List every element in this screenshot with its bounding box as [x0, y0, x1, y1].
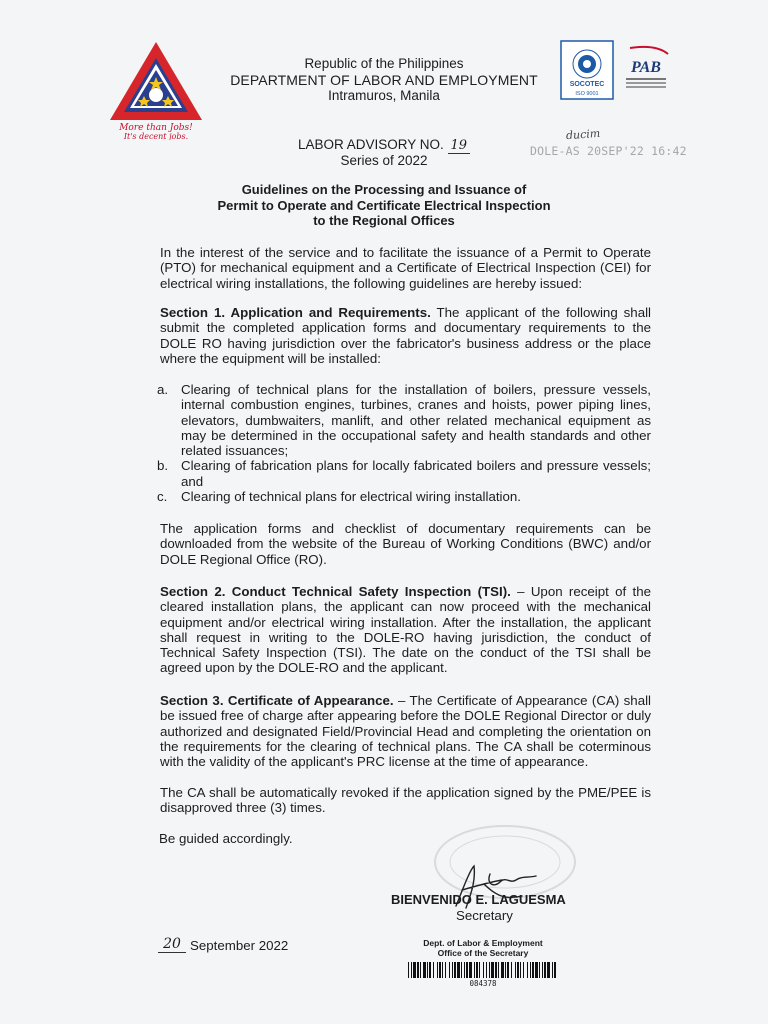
barcode-bar	[417, 962, 419, 978]
barcode-bar	[423, 962, 426, 978]
barcode-bar	[411, 962, 412, 978]
barcode-bar	[454, 962, 456, 978]
signature	[436, 856, 554, 916]
barcode-bar	[501, 962, 504, 978]
header-department: DEPARTMENT OF LABOR AND EMPLOYMENT	[230, 72, 538, 88]
list-item-text: Clearing of technical plans for electrical wiring installation.	[181, 489, 521, 505]
section-2-text: – Upon receipt of the cleared installation plans, the applicant can now proceed with the mechanical equipment and/or electrical wiring installation. After the installation, the applicant shall request in writing to the DOLE-RO having jurisdiction, the conduct of Technical Safety Inspection (TSI). The date on the conduct of the TSI shall be agreed upon by the DOLE-RO and the applicant.	[160, 584, 651, 676]
barcode-bar	[491, 962, 494, 978]
advisory-series: Series of 2022	[340, 153, 428, 168]
barcode-bar	[554, 962, 556, 978]
barcode-bar	[413, 962, 416, 978]
barcode-bar	[523, 962, 524, 978]
date-month-year: September 2022	[190, 938, 289, 953]
barcode-bar	[530, 962, 531, 978]
barcode	[408, 962, 558, 978]
barcode-bar	[511, 962, 512, 978]
barcode-bar	[437, 962, 438, 978]
barcode-bar	[532, 962, 534, 978]
barcode-bar	[466, 962, 468, 978]
barcode-bar	[433, 962, 434, 978]
section-2-title: Section 2. Conduct Technical Safety Inspection (TSI).	[160, 584, 511, 599]
section-1-paragraph	[113, 305, 651, 366]
advisory-label: LABOR ADVISORY NO.	[297, 137, 444, 152]
logo-tagline-1: More than Jobs!	[119, 123, 193, 133]
revoke-text: The CA shall be automatically revoked if the application signed by the PME/PEE is disapproved three (3) times.	[160, 785, 651, 816]
date-day: 20	[158, 936, 186, 953]
title-line-1: Guidelines on the Processing and Issuance of	[241, 182, 527, 197]
barcode-number: 084378	[469, 979, 497, 988]
barcode-bar	[542, 962, 543, 978]
barcode-bar	[439, 962, 441, 978]
pab-label: PAB	[631, 59, 661, 76]
iso-label: ISO 9001	[575, 91, 599, 97]
section-1-text: The applicant of the following shall submit the completed application forms and documentary requirements to the DOLE RO having jurisdiction over the fabricator's business address or the place where the equipment will be installed:	[160, 305, 652, 366]
barcode-bar	[535, 962, 538, 978]
document-title	[0, 182, 768, 229]
barcode-bar	[420, 962, 421, 978]
intro-text: In the interest of the service and to facilitate the issuance of a Permit to Operate (PTO) for mechanical equipment and a Certificate of Electrical Inspection (CEI) for electrical wiring installations, the following guidelines are hereby issued:	[160, 245, 651, 291]
barcode-bar	[505, 962, 506, 978]
list-item-text: Clearing of fabrication plans for locally fabricated boilers and pressure vessels; and	[181, 458, 651, 489]
barcode-bar	[517, 962, 519, 978]
received-timestamp: DOLE-AS 20SEP'22 16:42	[530, 144, 687, 158]
socotec-label: SOCOTEC	[569, 81, 605, 88]
closing-line: Be guided accordingly.	[159, 831, 293, 846]
intro-paragraph	[113, 245, 651, 291]
barcode-bar	[474, 962, 475, 978]
barcode-bar	[427, 962, 428, 978]
list-item	[157, 458, 651, 489]
list-item	[157, 489, 651, 504]
title-line-3: to the Regional Offices	[313, 213, 455, 228]
received-stamp-line-2: Office of the Secretary	[437, 948, 529, 958]
barcode-bar	[489, 962, 490, 978]
section-2-paragraph	[113, 584, 651, 676]
certification-marks	[560, 40, 672, 100]
signatory-name: BIENVENIDO E. LAGUESMA	[391, 892, 566, 907]
title-line-2: Permit to Operate and Certificate Electrical Inspection	[217, 197, 551, 213]
barcode-bar	[408, 962, 409, 978]
list-marker: a.	[157, 382, 169, 397]
section-3-text: – The Certificate of Appearance (CA) shall be issued free of charge after appearing before the DOLE Regional Director or duly authorized and designated Field/Provincial Head and completing the orientation on the requirements for the clearing of technical plans. The CA shall be coterminous with the validity of the applicant's PRC license at the time of appearance.	[160, 693, 651, 770]
received-stamp-line-1: Dept. of Labor & Employment	[423, 938, 543, 948]
header-location: Intramuros, Manila	[328, 88, 440, 103]
signatory-title: Secretary	[456, 908, 513, 923]
barcode-bar	[452, 962, 453, 978]
list-item-text: Clearing of technical plans for the installation of boilers, pressure vessels, internal combustion engines, turbines, cranes and hoists, power piping lines, elevators, dumbwaiters, manlift, and other related mechanical equipment as may be determined in the occupational safety and health standards and other related issuances;	[181, 382, 651, 459]
list-marker: b.	[157, 458, 169, 474]
header-republic: Republic of the Philippines	[304, 56, 464, 71]
section-1-title: Section 1. Application and Requirements.	[160, 305, 431, 320]
list-marker: c.	[157, 489, 168, 505]
section-3-title: Section 3. Certificate of Appearance.	[160, 693, 394, 708]
barcode-bar	[520, 962, 521, 978]
barcode-bar	[464, 962, 465, 978]
barcode-bar	[429, 962, 431, 978]
revoke-paragraph	[113, 785, 651, 816]
barcode-bar	[527, 962, 528, 978]
barcode-bar	[515, 962, 516, 978]
barcode-bar	[461, 962, 462, 978]
handwritten-note: ducim	[565, 126, 601, 143]
barcode-bar	[495, 962, 497, 978]
forms-text: The application forms and checklist of documentary requirements can be downloaded from the website of the Bureau of Working Conditions (BWC) and/or DOLE Regional Office (RO).	[160, 521, 651, 567]
barcode-bar	[547, 962, 550, 978]
barcode-bar	[552, 962, 553, 978]
barcode-bar	[476, 962, 478, 978]
barcode-bar	[442, 962, 443, 978]
list-item	[157, 382, 651, 458]
advisory-number: 19	[448, 138, 471, 154]
barcode-bar	[483, 962, 484, 978]
barcode-bar	[445, 962, 446, 978]
forms-paragraph	[113, 521, 651, 567]
section-3-paragraph	[113, 693, 651, 769]
barcode-bar	[469, 962, 472, 978]
barcode-bar	[544, 962, 546, 978]
barcode-bar	[479, 962, 480, 978]
barcode-bar	[486, 962, 487, 978]
barcode-bar	[449, 962, 450, 978]
barcode-bar	[507, 962, 509, 978]
requirements-list	[157, 382, 651, 504]
logo-tagline-2: It's decent jobs.	[123, 132, 189, 140]
barcode-bar	[457, 962, 460, 978]
barcode-bar	[498, 962, 499, 978]
barcode-bar	[539, 962, 540, 978]
